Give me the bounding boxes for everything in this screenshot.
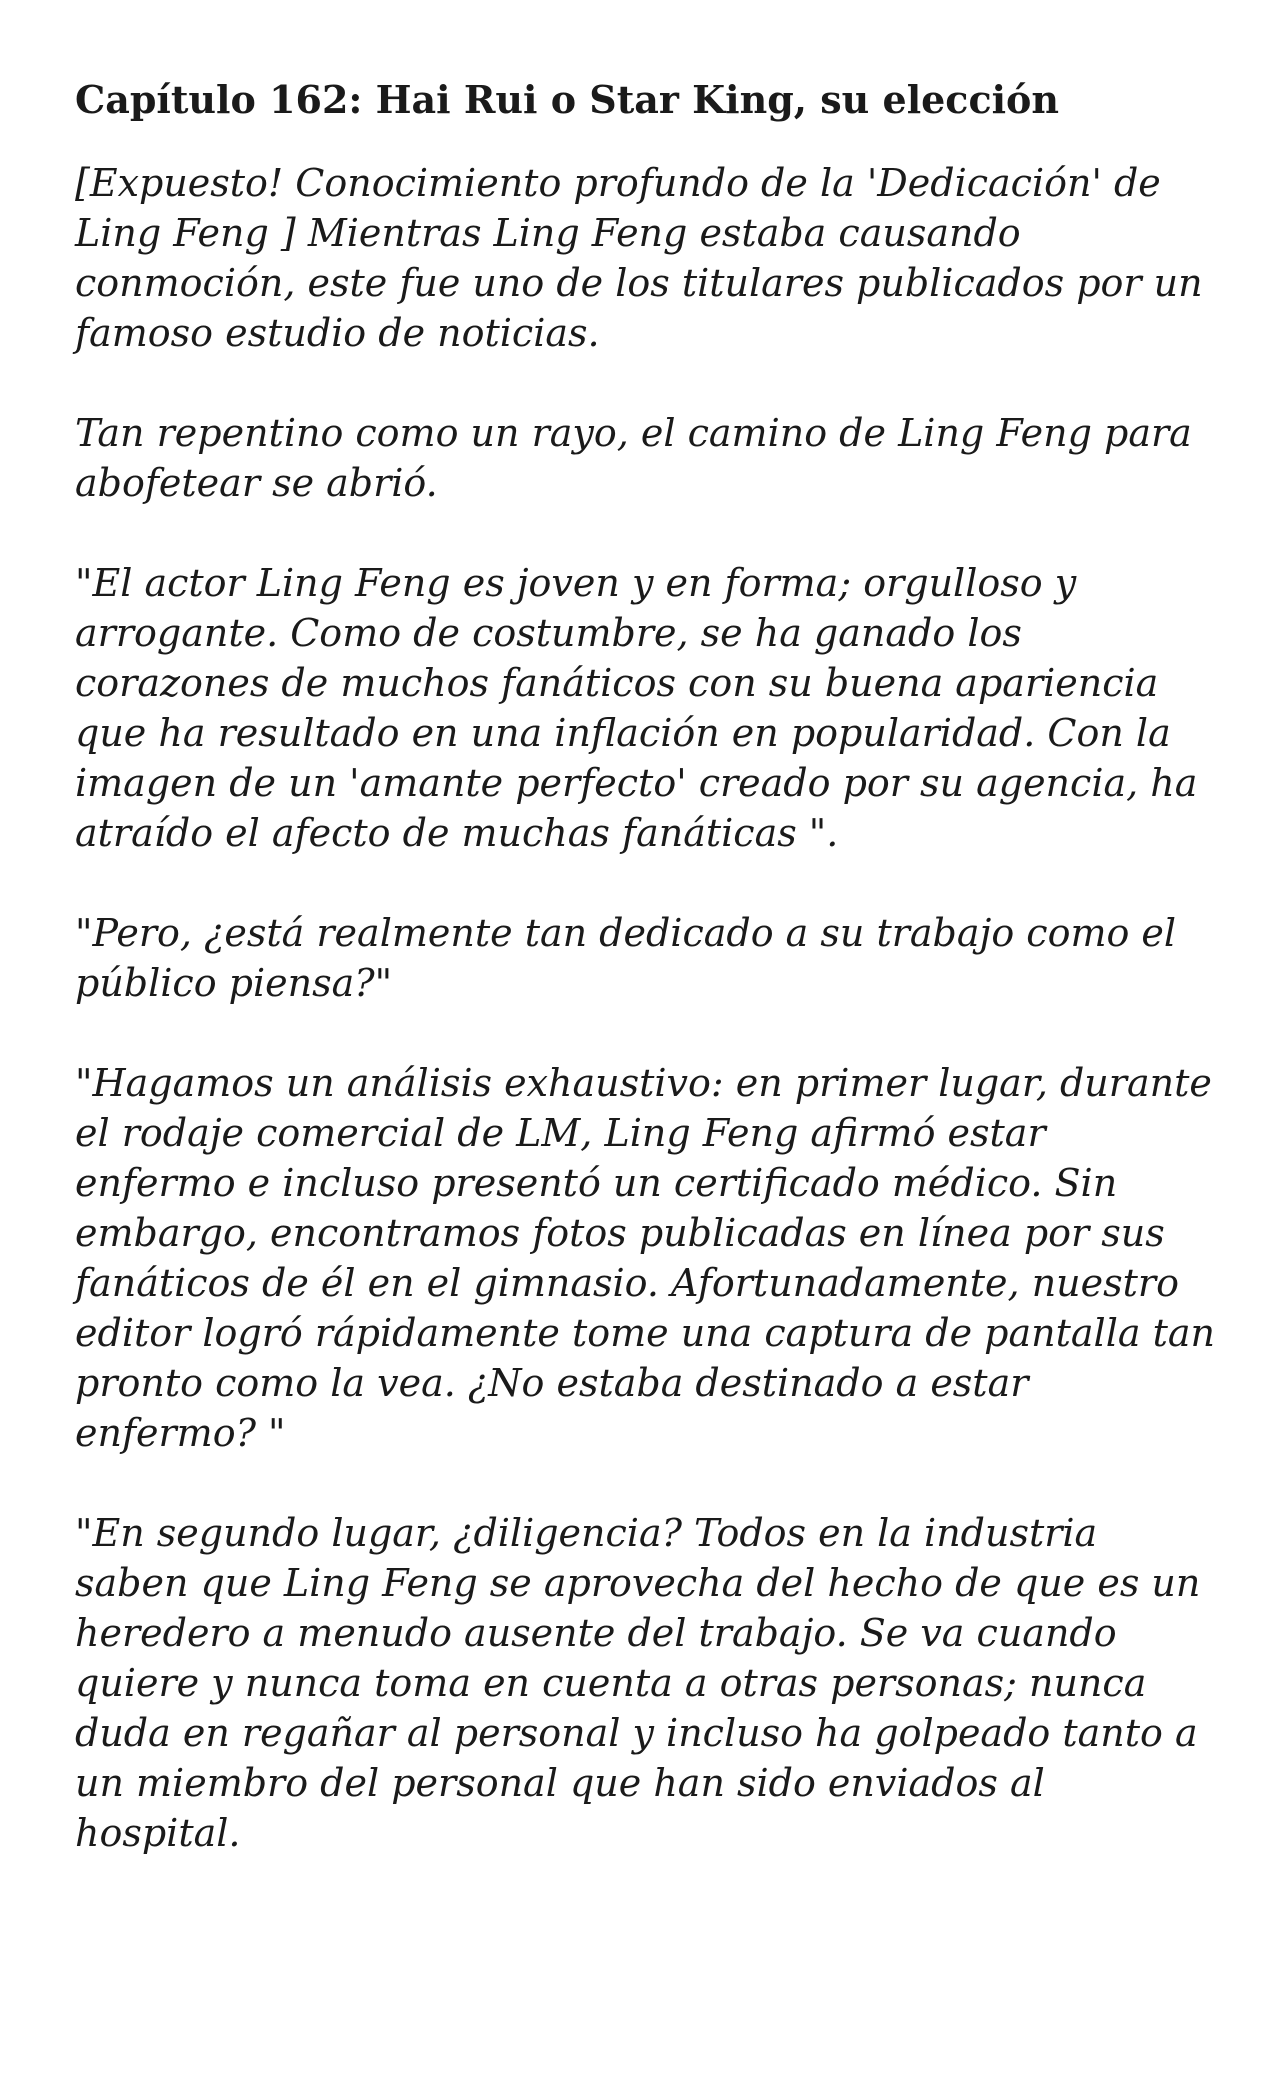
paragraph-5: "Hagamos un análisis exhaustivo: en primer lugar, durante el rodaje comercial de LM, Ling Feng afirmó estar enfermo e incluso presentó un certificado médico. Sin embargo, encontramos fotos publicadas en línea por sus fanáticos de él en el gimnasio. Afortunadamente, nuestro editor logró rápidamente tome una captura de pantalla tan pronto como la vea. ¿No estaba destinado a estar enfermo? " (75, 1061, 1215, 1455)
document-page (75, 60, 1215, 1908)
paragraph-2: Tan repentino como un rayo, el camino de Ling Feng para abofetear se abrió. (75, 411, 1192, 505)
paragraph-6: "En segundo lugar, ¿diligencia? Todos en la industria saben que Ling Feng se aprovecha del hecho de que es un heredero a menudo ausente del trabajo. Se va cuando quiere y nunca toma en cuenta a otras personas; nunca duda en regañar al personal y incluso ha golpeado tanto a un miembro del personal que han sido enviados al hospital. (75, 1511, 1201, 1855)
paragraph-4: "Pero, ¿está realmente tan dedicado a su trabajo como el público piensa?" (75, 911, 1177, 1005)
paragraph-1: [Expuesto! Conocimiento profundo de la 'Dedicación' de Ling Feng ] Mientras Ling Feng estaba causando conmoción, este fue uno de los titulares publicados por un famoso estudio de noticias. (75, 161, 1203, 355)
paragraph-3: "El actor Ling Feng es joven y en forma; orgulloso y arrogante. Como de costumbre, se ha ganado los corazones de muchos fanáticos con su buena apariencia que ha resultado en una inflación en popularidad. Con la imagen de un 'amante perfecto' creado por su agencia, ha atraído el afecto de muchas fanáticas ". (75, 561, 1198, 855)
chapter-title: Capítulo 162: Hai Rui o Star King, su elección (75, 77, 1059, 122)
